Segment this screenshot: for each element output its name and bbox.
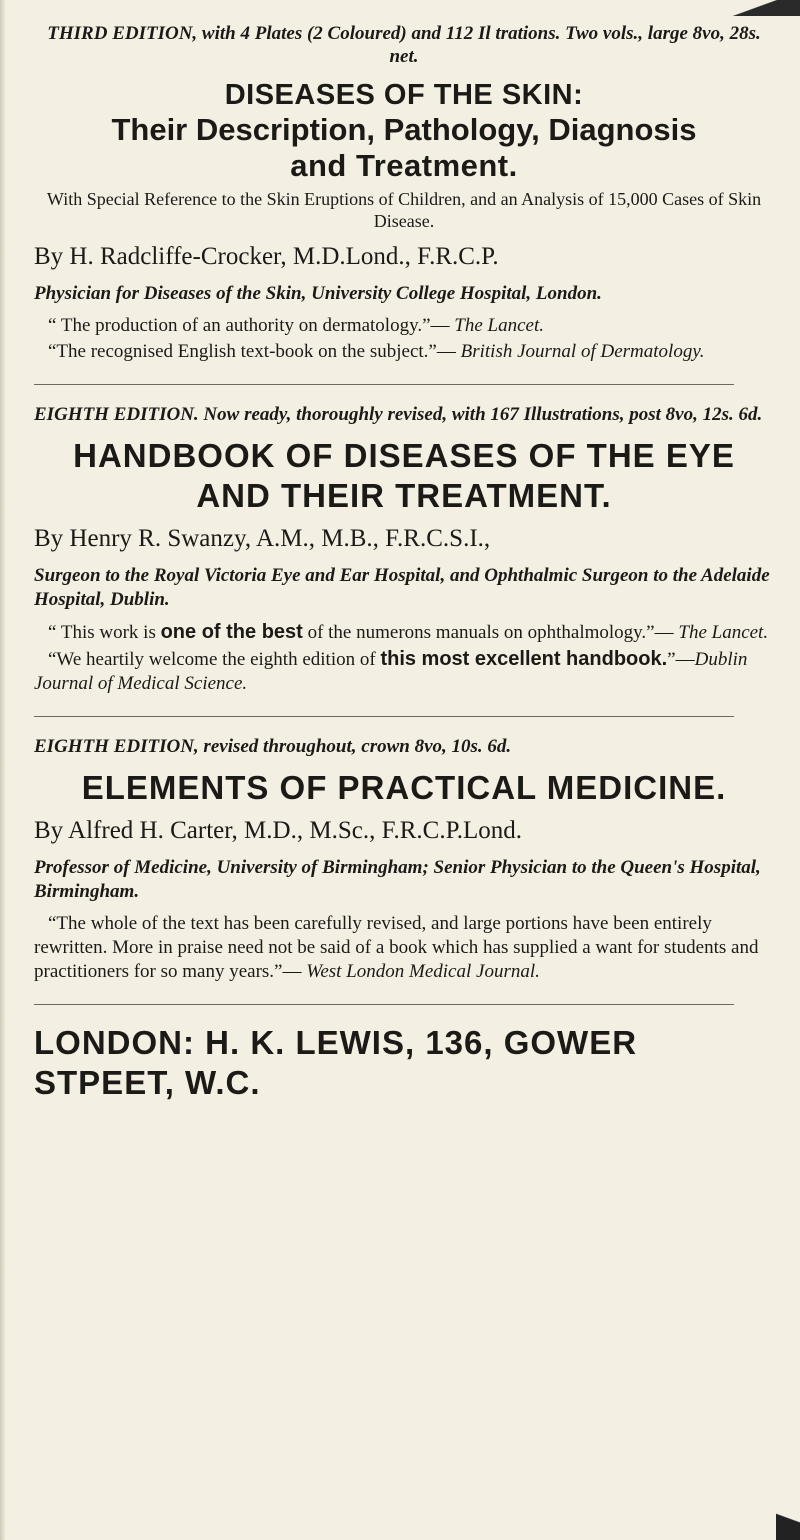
- quote-source: The Lancet.: [454, 315, 545, 336]
- edition-line: EIGHTH EDITION. Now ready, thoroughly revised, with 167 Illustrations, post 8vo, 12s. 6d.: [34, 404, 763, 425]
- review-quote: [34, 912, 774, 984]
- review-quote: [34, 647, 774, 696]
- review-quote: [34, 314, 774, 338]
- page-corner-bottom: [776, 1500, 800, 1540]
- quote-source: West London Medical Journal.: [306, 961, 540, 982]
- page-edge-shadow: [0, 0, 6, 1540]
- quote-text: “ This work is: [48, 622, 156, 643]
- quote-text: “The recognised English text-book on the subject.”—: [48, 341, 456, 362]
- book-title-line1: HANDBOOK OF DISEASES OF THE EYE: [73, 437, 735, 474]
- quote-text: “We heartily welcome the eighth edition of: [48, 649, 376, 670]
- quote-text: of the numerons manuals on ophthalmology.”—: [307, 622, 674, 643]
- quote-emphasis: one of the best: [160, 621, 303, 643]
- author-position: Physician for Diseases of the Skin, University College Hospital, London.: [34, 283, 602, 304]
- publisher-imprint: LONDON: H. K. LEWIS, 136, GOWER STPEET, W.C.: [34, 1024, 638, 1101]
- review-quote: [34, 620, 774, 645]
- quote-source: Dublin Journal of Medical Science.: [34, 649, 748, 694]
- page-corner-top: [730, 0, 800, 16]
- review-quote: [34, 340, 774, 364]
- book-practical-medicine: [34, 735, 774, 984]
- section-divider: [34, 716, 734, 717]
- book-title-line2: AND THEIR TREATMENT.: [196, 477, 612, 514]
- quote-text: “The whole of the text has been carefully revised, and large portions have been entirely rewritten. More in praise need not be said of a book which has supplied a want for students and practitioners for so many years.”—: [34, 913, 759, 982]
- quote-emphasis: this most excellent handbook.: [380, 648, 668, 670]
- section-divider: [34, 384, 734, 385]
- book-eye-diseases: [34, 403, 774, 696]
- edition-line: EIGHTH EDITION, revised throughout, crown 8vo, 10s. 6d.: [34, 736, 512, 757]
- author-position: Professor of Medicine, University of Birmingham; Senior Physician to the Queen's Hospital, Birmingham.: [34, 857, 761, 902]
- book-skin-diseases: [34, 22, 774, 364]
- edition-line: THIRD EDITION, with 4 Plates (2 Coloured) and 112 Il trations. Two vols., large 8vo, 28s. net.: [47, 23, 761, 67]
- page-content: [34, 22, 774, 1136]
- quote-source: British Journal of Dermatology.: [460, 341, 705, 362]
- author-position: Surgeon to the Royal Victoria Eye and Ear Hospital, and Ophthalmic Surgeon to the Adelaide Hospital, Dublin.: [34, 565, 770, 610]
- quote-source: The Lancet.: [678, 622, 769, 643]
- book-title-line3: and Treatment.: [290, 148, 518, 183]
- book-title-line1: DISEASES OF THE SKIN:: [224, 79, 584, 111]
- book-subtitle-note: With Special Reference to the Skin Eruptions of Children, and an Analysis of 15,000 Cases of Skin Disease.: [46, 189, 762, 231]
- book-title: ELEMENTS OF PRACTICAL MEDICINE.: [81, 769, 727, 806]
- book-author: By H. Radcliffe-Crocker, M.D.Lond., F.R.C.P.: [34, 243, 499, 270]
- quote-text: ”—: [667, 649, 695, 670]
- book-author: By Henry R. Swanzy, A.M., M.B., F.R.C.S.I.,: [34, 525, 491, 552]
- book-author: By Alfred H. Carter, M.D., M.Sc., F.R.C.P.Lond.: [34, 817, 522, 844]
- book-title-line2: Their Description, Pathology, Diagnosis: [111, 112, 697, 147]
- section-divider: [34, 1004, 734, 1005]
- quote-text: “ The production of an authority on dermatology.”—: [48, 315, 450, 336]
